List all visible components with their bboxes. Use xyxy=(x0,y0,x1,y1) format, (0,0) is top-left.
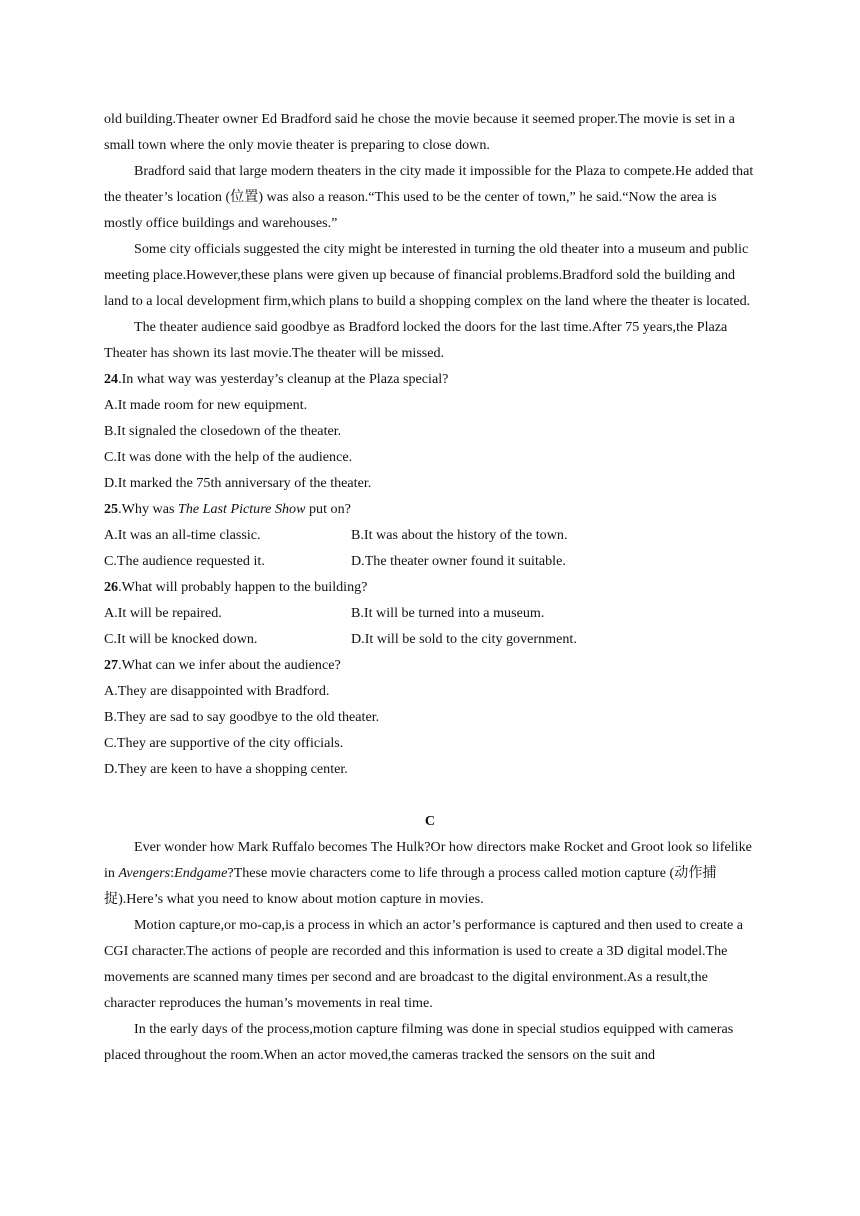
option-25-c: C.The audience requested it. xyxy=(104,553,265,569)
option-26-a: A.It will be repaired. xyxy=(104,605,222,621)
movie-title: The Last Picture Show xyxy=(177,501,306,517)
movie-title-part-2: Endgame xyxy=(174,865,228,881)
question-text: .What can we infer about the audience? xyxy=(118,657,341,673)
paragraph-text: ?These movie characters come to life through a process called motion capture (动作捕捉).Here’s what you need to know about motion capture in movies. xyxy=(104,865,717,907)
option-25-d: D.The theater owner found it suitable. xyxy=(351,553,566,569)
question-27 xyxy=(104,652,756,678)
question-text-pre: .Why was xyxy=(118,501,178,517)
movie-title-part-1: Avengers xyxy=(118,865,171,881)
passage-b-paragraph-3: Some city officials suggested the city might be interested in turning the old theater into a museum and public meeting place.However,these plans were given up because of financial problems.Bradford sold the building and land to a local development firm,which plans to build a shopping complex on the land where the theater is located. xyxy=(104,241,751,309)
option-26-b: B.It will be turned into a museum. xyxy=(351,605,545,621)
question-25 xyxy=(104,496,756,522)
option-24-a: A.It made room for new equipment. xyxy=(104,397,308,413)
paragraph-text: Ever wonder how Mark Ruffalo becomes The Hulk?Or how directors make Rocket and Groot look so lifelike in xyxy=(104,839,752,881)
options-row-25-ab xyxy=(104,522,756,548)
question-24 xyxy=(104,366,756,392)
option-27-d: D.They are keen to have a shopping center. xyxy=(104,761,348,777)
option-26-d: D.It will be sold to the city government. xyxy=(351,631,577,647)
title-colon: : xyxy=(170,865,175,881)
question-text: .What will probably happen to the building? xyxy=(118,579,368,595)
question-text: .In what way was yesterday’s cleanup at the Plaza special? xyxy=(118,371,449,387)
option-24-b: B.It signaled the closedown of the theater. xyxy=(104,423,342,439)
option-25-b: B.It was about the history of the town. xyxy=(351,527,568,543)
option-27-b: B.They are sad to say goodbye to the old theater. xyxy=(104,709,380,725)
question-number: 26 xyxy=(104,579,119,595)
passage-b-paragraph-4: The theater audience said goodbye as Bradford locked the doors for the last time.After 75 years,the Plaza Theater has shown its last movie.The theater will be missed. xyxy=(104,319,728,361)
option-25-a: A.It was an all-time classic. xyxy=(104,527,261,543)
question-26 xyxy=(104,574,756,600)
question-number: 24 xyxy=(104,371,119,387)
passage-c-paragraph-2: Motion capture,or mo-cap,is a process in which an actor’s performance is captured and then used to create a CGI character.The actions of people are recorded and this information is used to create a 3D digital model.The movements are scanned many times per second and are broadcast to the digital environment.As a result,the character reproduces the human’s movements in real time. xyxy=(104,917,744,1011)
section-c-heading: C xyxy=(424,813,436,829)
passage-b-paragraph-2: Bradford said that large modern theaters in the city made it impossible for the Plaza to compete.He added that the theater’s location (位置) was also a reason.“This used to be the center of town,” he said.“Now the area is mostly office buildings and warehouses.” xyxy=(104,163,754,231)
option-24-d: D.It marked the 75th anniversary of the theater. xyxy=(104,475,372,491)
options-row-25-cd xyxy=(104,548,756,574)
passage-c-paragraph-3: In the early days of the process,motion capture filming was done in special studios equipped with cameras placed throughout the room.When an actor moved,the cameras tracked the sensors on the suit and xyxy=(104,1021,734,1063)
option-24-c: C.It was done with the help of the audience. xyxy=(104,449,353,465)
passage-c-paragraph-1 xyxy=(104,834,756,912)
question-number: 27 xyxy=(104,657,119,673)
options-row-26-ab xyxy=(104,600,756,626)
question-number: 25 xyxy=(104,501,119,517)
passage-b-paragraph-1: old building.Theater owner Ed Bradford said he chose the movie because it seemed proper.The movie is set in a small town where the only movie theater is preparing to close down. xyxy=(104,111,735,153)
options-row-26-cd xyxy=(104,626,756,652)
option-27-c: C.They are supportive of the city officials. xyxy=(104,735,344,751)
question-text-post: put on? xyxy=(305,501,351,517)
option-27-a: A.They are disappointed with Bradford. xyxy=(104,683,330,699)
option-26-c: C.It will be knocked down. xyxy=(104,631,258,647)
document-page xyxy=(104,106,756,1068)
